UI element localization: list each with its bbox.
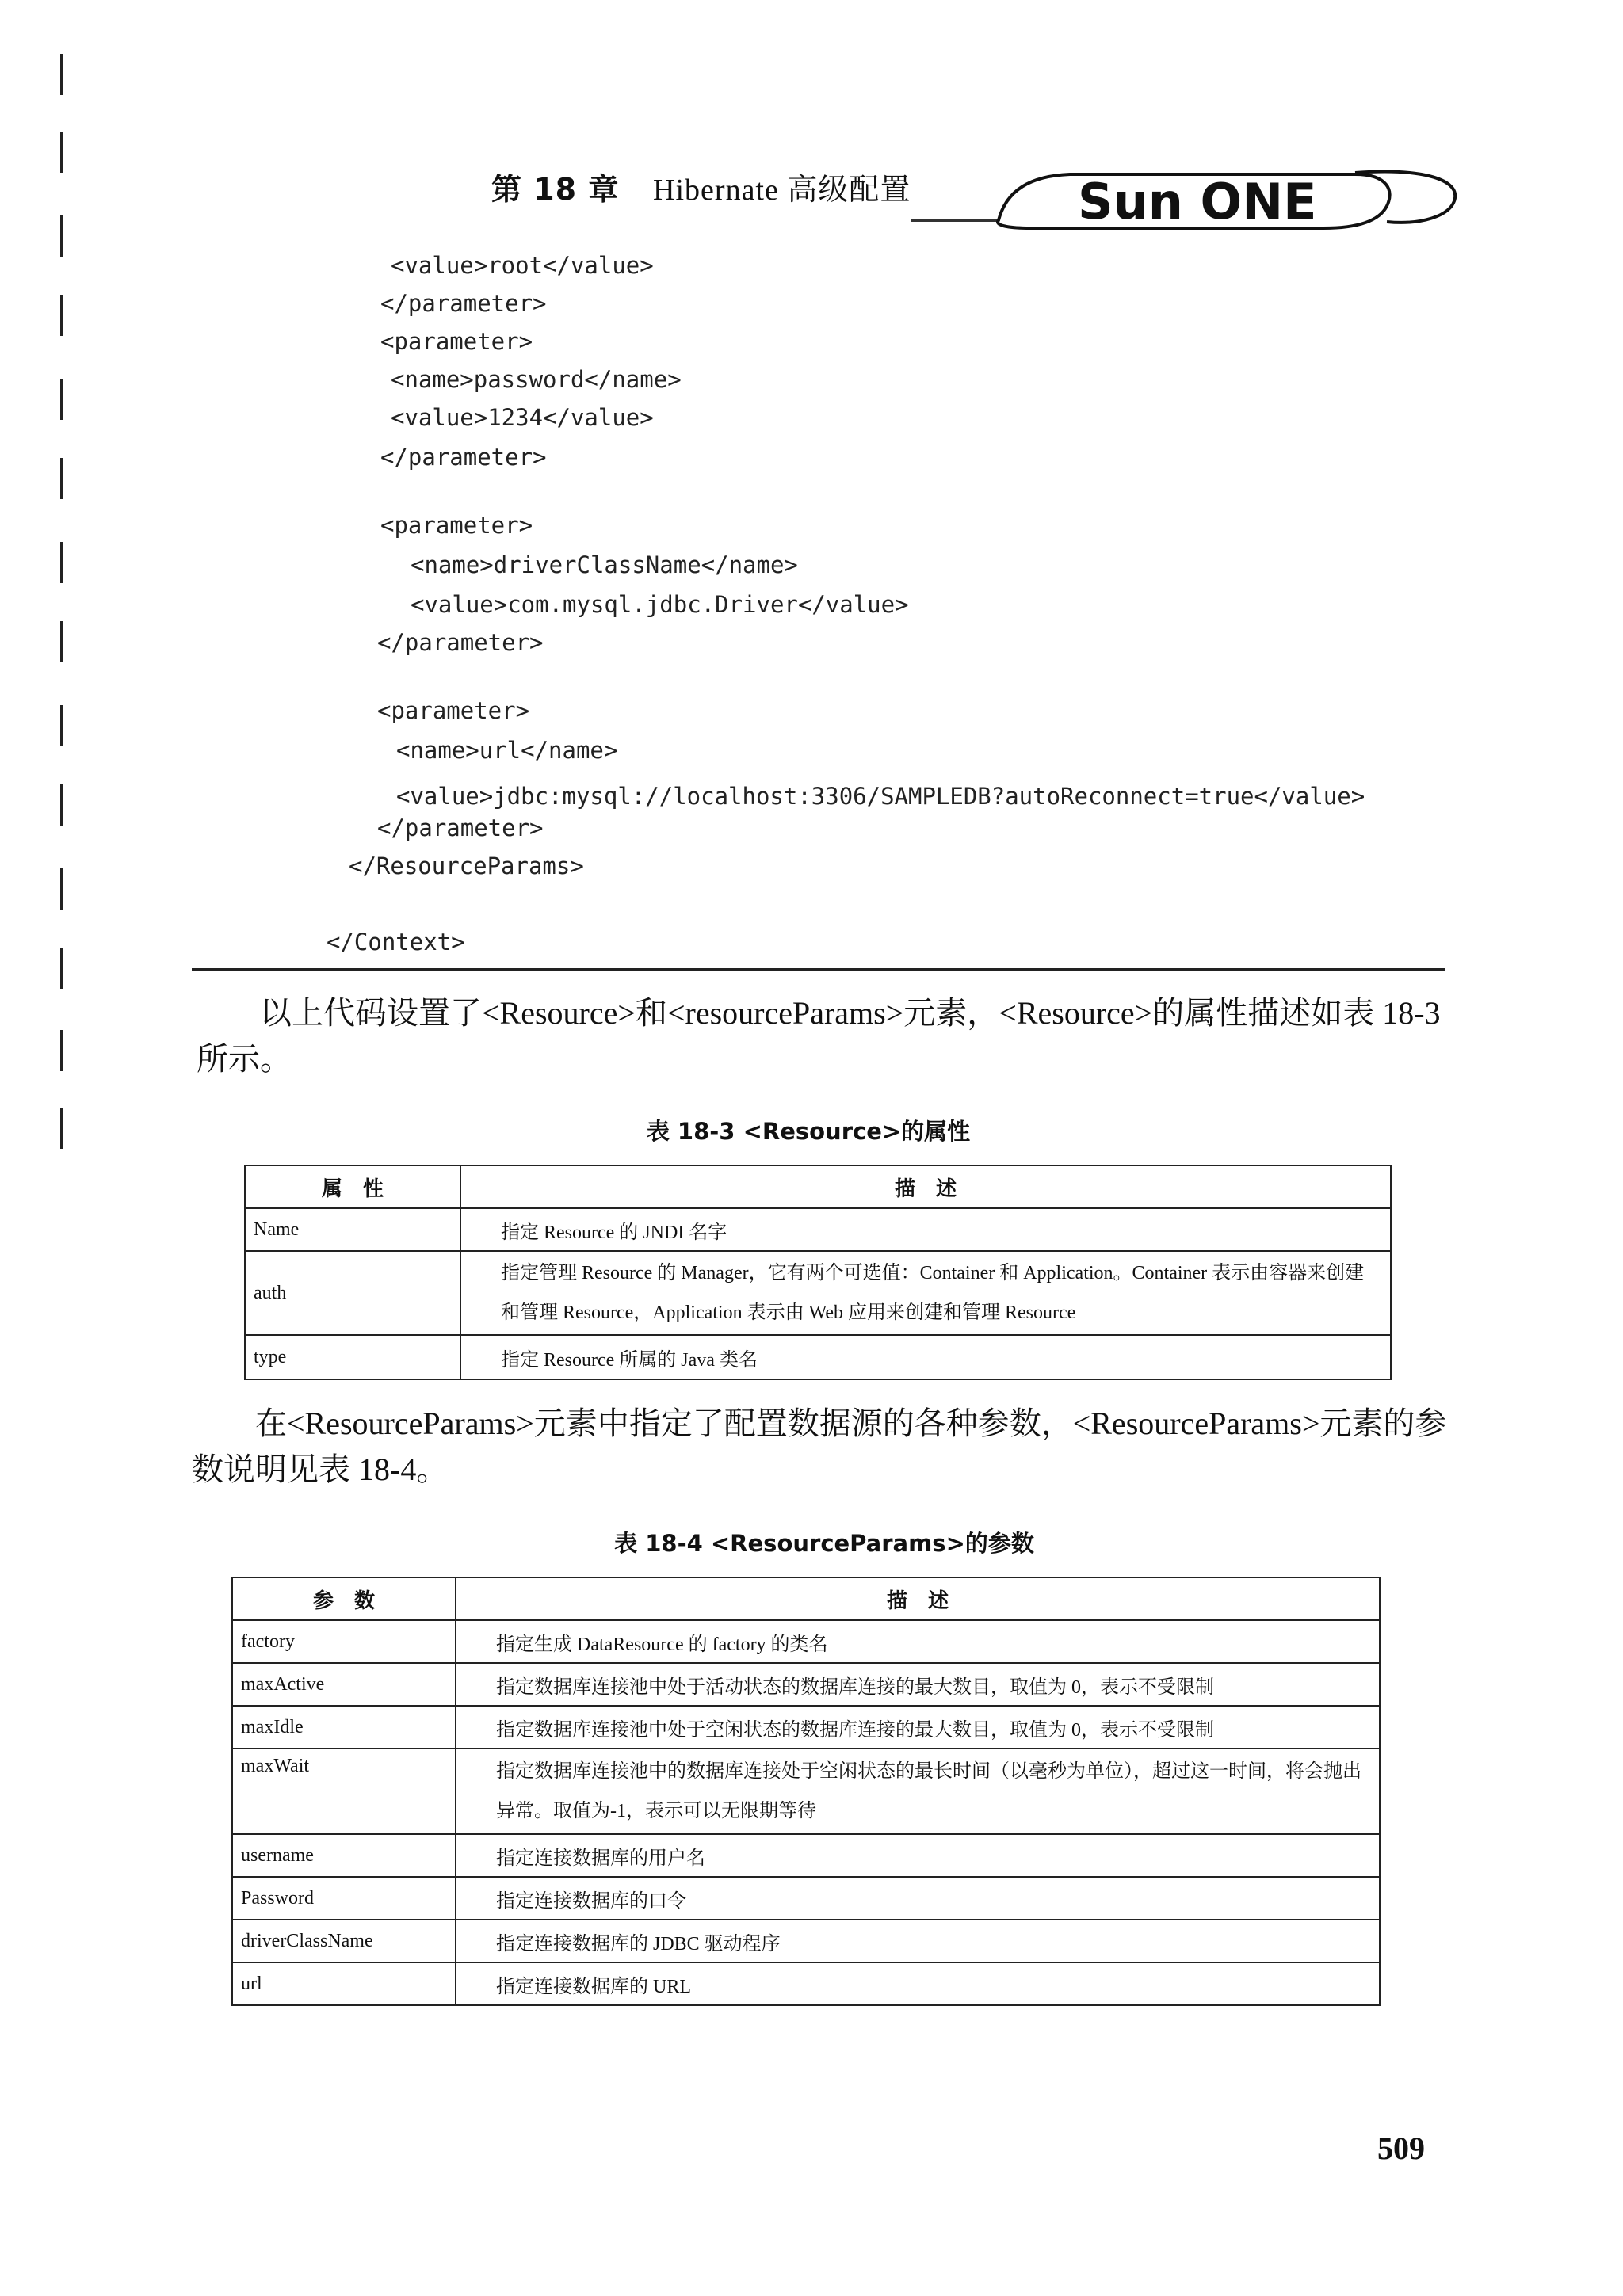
param-name: maxWait [232,1749,456,1834]
param-name: username [232,1834,456,1877]
param-name: Password [232,1877,456,1920]
table-row [232,1749,1380,1834]
table-caption: 表 18-4 <ResourceParams>的参数 [614,1530,1034,1557]
code-end-rule [192,968,1445,971]
param-description: 指定数据库连接池中的数据库连接处于空闲状态的最长时间（以毫秒为单位），超过这一时间，将会抛出异常。取值为-1，表示可以无限期等待 [456,1749,1380,1834]
code-line: <name>url</name> [396,737,618,764]
attribute-description: 指定 Resource 所属的 Java 类名 [460,1335,1391,1379]
resource-params-table [231,1577,1381,2006]
code-line: <name>driverClassName</name> [411,551,798,578]
page-number: 509 [1377,2130,1425,2166]
code-line: </parameter> [377,629,544,656]
body-paragraph: 在<ResourceParams>元素中指定了配置数据源的各种参数，<ResourceParams>元素的参数说明见表 18-4。 [192,1405,1447,1487]
margin-mark [60,868,63,910]
running-head [491,165,911,208]
param-description: 指定数据库连接池中处于空闲状态的数据库连接的最大数目，取值为 0，表示不受限制 [456,1706,1380,1749]
table-row [232,1877,1380,1920]
logo-text: Sun ONE [1078,173,1317,231]
code-line: <name>password</name> [391,366,682,393]
sun-one-logo [911,158,1458,246]
table-row [245,1335,1391,1379]
param-description: 指定连接数据库的 URL [456,1962,1380,2005]
code-line: <value>com.mysql.jdbc.Driver</value> [411,591,909,618]
param-name: factory [232,1620,456,1663]
param-name: maxActive [232,1663,456,1706]
margin-mark [60,132,63,173]
column-header: 参 数 [232,1577,456,1620]
body-paragraph: 以上代码设置了<Resource>和<resourceParams>元素，<Resource>的属性描述如表 18-3 所示。 [197,995,1441,1077]
code-line: <parameter> [377,697,530,724]
attribute-name: type [245,1335,460,1379]
param-description: 指定连接数据库的用户名 [456,1834,1380,1877]
attribute-name: auth [245,1251,460,1335]
table-row [245,1208,1391,1251]
code-line: <value>jdbc:mysql://localhost:3306/SAMPLEDB?autoReconnect=true</value> [396,783,1365,810]
table-header-row [232,1577,1380,1620]
margin-mark [60,379,63,420]
attribute-description: 指定 Resource 的 JNDI 名字 [460,1208,1391,1251]
param-description: 指定连接数据库的 JDBC 驱动程序 [456,1920,1380,1962]
column-header: 属 性 [245,1165,460,1208]
table-row [232,1834,1380,1877]
code-line: <parameter> [380,328,533,355]
param-description: 指定数据库连接池中处于活动状态的数据库连接的最大数目，取值为 0，表示不受限制 [456,1663,1380,1706]
margin-mark [60,215,63,257]
margin-mark [60,705,63,746]
code-line: <parameter> [380,512,533,539]
margin-mark [60,1030,63,1071]
margin-mark [60,621,63,662]
margin-mark [60,784,63,826]
param-name: maxIdle [232,1706,456,1749]
margin-mark [60,54,63,95]
margin-mark [60,948,63,989]
margin-mark [60,458,63,499]
column-header: 描 述 [460,1165,1391,1208]
code-line: </parameter> [380,444,547,471]
table-row [232,1663,1380,1706]
margin-mark [60,1108,63,1149]
code-line: <value>1234</value> [391,404,654,431]
param-name: url [232,1962,456,2005]
table-header-row [245,1165,1391,1208]
param-name: driverClassName [232,1920,456,1962]
table-row [232,1920,1380,1962]
chapter-number: 第 18 章 [491,172,620,207]
table-row [245,1251,1391,1335]
code-line: </ResourceParams> [349,852,584,879]
table-row [232,1620,1380,1663]
margin-mark [60,295,63,336]
code-line: </Context> [327,929,465,955]
code-line: </parameter> [377,814,544,841]
attribute-name: Name [245,1208,460,1251]
column-header: 描 述 [456,1577,1380,1620]
resource-attributes-table [244,1165,1392,1380]
param-description: 指定生成 DataResource 的 factory 的类名 [456,1620,1380,1663]
code-line: <value>root</value> [391,252,654,279]
param-description: 指定连接数据库的口令 [456,1877,1380,1920]
chapter-title: Hibernate 高级配置 [653,174,911,207]
table-row [232,1706,1380,1749]
table-row [232,1962,1380,2005]
code-line: </parameter> [380,290,547,317]
attribute-description: 指定管理 Resource 的 Manager，它有两个可选值：Container 和 Application。Container 表示由容器来创建和管理 Resource，Application 表示由 Web 应用来创建和管理 Resource [460,1251,1391,1335]
table-caption: 表 18-3 <Resource>的属性 [646,1118,971,1145]
margin-mark [60,542,63,583]
